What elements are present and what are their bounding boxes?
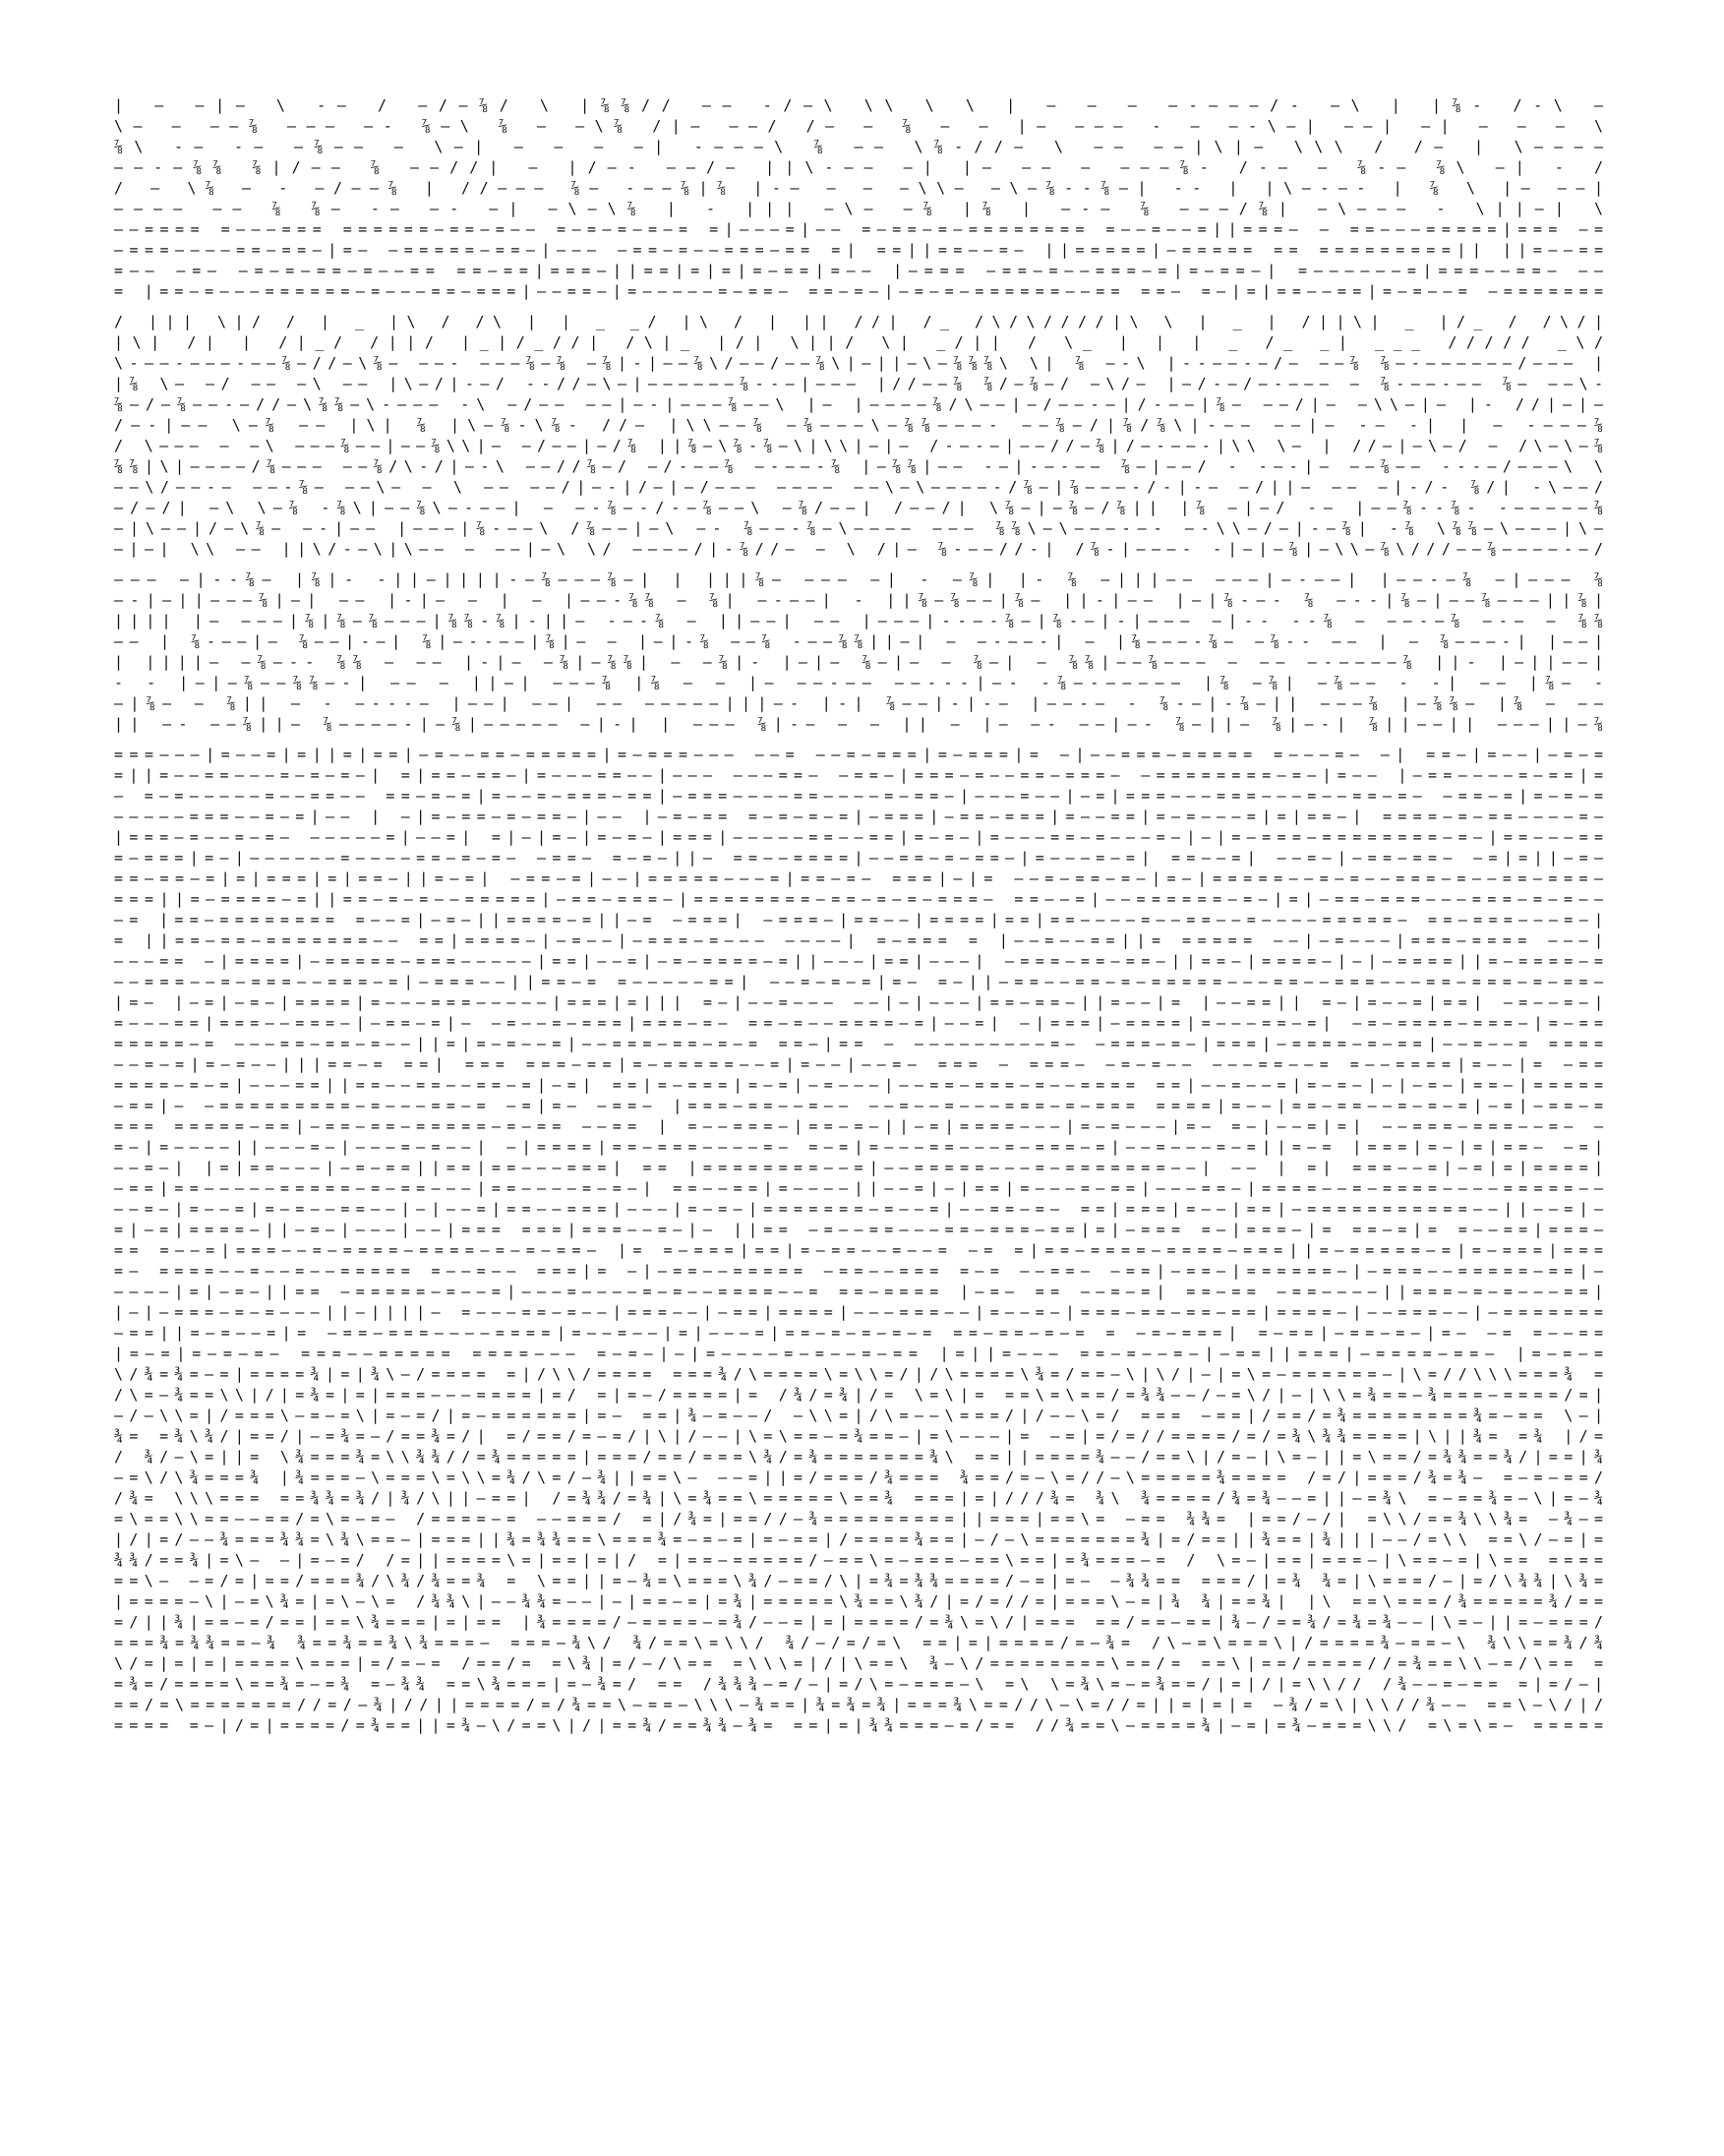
glyph-row: |||| |– –––|⅞|⅞–⅞———|⅞⅞-⅞|-||— -—-⅞ — ||——| —– |—–—|--—-⅞—|⅞-—|-|——– —|-- --⅞ — —–-—⅞ —-— — ⅞⅞ [114,612,1603,629]
glyph-row: ––-—⅞⅞ ⅞|/–— ⅞ –—//| — |/—- ——/— ||\-—— —| |– —– – ——–⅞- /-– — ⅞-– ⅞\ –| - / [114,158,1603,176]
glyph-row: =|—=|====–||—=–|–——|––|=== ===|===—–=–|— ||== –=–—==–——==—===—==|=|—=== =–|===—|= ==—=|= =–—==|===— [114,1221,1603,1238]
glyph-row: / ¾/—\=||= \¾===¾=\\¾¾//=¾=====|===/==/===\¾/=¾=======¾\ ==||====¾——/==\|/=—|\=—||=\==/=¾¾==¾/|==|¾ [114,1448,1603,1466]
glyph-row: |===—=——=—=— —————=|–—=| =|–|=—|=—=–|===|———–—==––==|=—=–|=———==—=———=—|—|=—===—========—=—|==—–—== [114,828,1603,846]
glyph-row: | ||||— —⅞–-- ⅞⅞ – —– |-|— —⅞|—⅞⅞| – –⅞|- |—|— ⅞—|— — ⅞—| — ⅞⅞|–—⅞––— — –— –-———–⅞ ||- |–||––| [114,653,1603,671]
glyph-row: | — —|— \ -– / —/–⅞/ \ |⅞⅞// —— -/—\ \\ \ \ | — — — –-———/- —\ | |⅞- /-\ — [114,96,1604,114]
glyph-row: –—=—|=——=|=—=–—==——|—|——=|==——===|—–—|=—=–|=======—=——=|—–==—=— ==|===|=——|==|—===========—–||––=|— [114,1200,1603,1218]
glyph-row: \/=|=|=|====\===|=/=—= /==/= =\¾|=/—/\== =\\\=|/|\==\ ¾—\/========\==/= ==\|==/====//=¾==\\—=/\== = [114,1654,1603,1672]
glyph-row: ==—==–=|=|===|=|==–||=—=| —==–=|——|=====–——=|==–=— ===|—|= —–=—==–=–|=—|=====—–=–=——===—=——==—===– [114,869,1603,887]
glyph-row: == =––=|===——=—====–====—=—=–==— |= =—===|==|=—==–—=—–= —= =|==—====—====—===||=—=====—=|=–===|=== [114,1241,1603,1259]
glyph-row: || –- –—⅞||— ⅞–—–—-|—⅞|———–– –|-| | ——— ⅞|-– — – || — |– –- ——|–- ⅞—||– ⅞|—-| ⅞||—–|| ———||–⅞ [114,715,1603,733]
glyph-row: ==/=\=======//=/—¾|//||====/=/¾==\—==—\\\—¾==|¾=¾=¾|===¾\==//\—\=//=||=|=|= —¾/=\|\\//¾—— ==\—\/|/ [114,1696,1603,1713]
glyph-row: —==|==—–——–=====—=–==——–|==—–—–=–=—| ==——==|=—––—||–—=|–|==|=———=—==|–––==—|====––=—====—–——=====—— [114,1179,1603,1197]
glyph-row: —–— —|--⅞— |⅞|- -||—||||-—⅞———⅞–| | |||⅞– –—— –| - —⅞| |- ⅞ —|||—– –—–|—-––| |——-–⅞ —|——– ⅞ [114,570,1603,588]
glyph-row: ===||=—====—=||==—=–=——=====|—==–===–|========—==–=–=–===— ==——=|——======—=–|=|—==—===—––===—=–=–— [114,890,1603,908]
glyph-row: —==||=–=–—=|= —==–===—–——====|=––=—–|=|———=|==–=—=—=—= ==—==—=–= = —=—===| =—==|—==–=–|=— –= =——== [114,1324,1603,1342]
glyph-row: ==\— —=/=|==/===¾/\¾/¾==¾ = \==||=—¾=\===\¾/—==/\|=¾=¾¾====/—=|=— —¾¾== ===/|=¾ ¾=|\===/—|=/\¾¾|\¾= [114,1572,1603,1589]
glyph-row: ===¾=¾¾==—¾ ¾==¾==¾\¾===— ===—¾\/ ¾/==\=\\/ ¾/—/=/=\ ==|=|====/=—¾= /\—=\===\|/====¾—==—\ ¾\\==¾/¾ [114,1634,1603,1651]
glyph-row: ¾¾/==¾|=\— —|=—=/ /=||====\=|==|=|/ =|==—=====/—==\=—===—==\==|=¾===—= / \=—|==|===—|\==—=|\== ==== [114,1551,1603,1569]
glyph-row: =——–==|===——===—|—==—=|– —=——=–===|===–=– ==—=—–====—=|—–=| —|===|–====|=——–==–=| —=–====—===–|=–== [114,1014,1603,1032]
glyph-row: / — \⅞ — - —/—–⅞ | //—–— ⅞– -——⅞|⅞ |-– – – —\\— —\—⅞--⅞—| -- | |\–-—- | ⅞ \ |— ——| [114,179,1603,197]
glyph-row: —/—/| –\ \—⅞ -⅞\|—–⅞\—-——| – —-⅞—-/-—⅞–—\ —⅞/—–| /——/| \⅞—|—⅞–/⅞|| |⅞ –|—/ -— |——⅞--⅞- -––——–⅞ [114,499,1603,516]
glyph-row: –—==== =—––=== ======—==—=–– =—=–=–=—= =|–––=|—— =—==—=—======== =–—=——=||===– — ==––—=====|=== —= [114,220,1603,238]
glyph-row: –= |==–======== =——=|—=—||====—=||–= —===| —===—|==——|====|==|==————=—–==——=–—––=====— ==–===—–—=–| [114,911,1603,928]
glyph-row: =====–= —–—==—==—=——||=|=—=——=|——===–==–=—= ==—|== – ––——–––—–=— —===—=—|===|—====—=–==|—–=–—= ==== [114,1035,1603,1052]
glyph-row: |/|=/——¾===¾¾=\¾\==—|===||¾=¾¾==\===¾=—=—=|=—==|/====¾==|—/—\=======¾|=/==||¾==|¾|||——/=\\ ==\/—=|= [114,1530,1603,1548]
glyph-row: —|\——|/—\⅞– —-|–– |———|⅞-––\ /⅞—–|—\ –- ⅞——-⅞—\———— ——— ⅞⅞\—\–——-—- –-\\–/–|-–⅞| -⅞ \⅞⅞–\———|\— [114,519,1604,537]
glyph-row: ====–=—=|———==||==——==—–==—=|–=| ==|=—===|=—=|—=––—|——==—===—=—–==== ==|——=——=|=—=—|—|—=–|==—|===== [114,1076,1603,1094]
glyph-row: =–|=——–—||———=—|—–—=–=—–| –|====|==—===——–—=– =—=|=–——==—–—=—===—=|––=———=–=||=—= |===|=–|=|==– —=| [114,1138,1603,1156]
glyph-row: —–\/——-— —–-⅞— –—\— — \ —— –—/|—-|/—|–/——— ———— ——\—\———–-/⅞–|⅞———-/-|-— —/||– —— —|-/- ⅞/| -\––/ [114,478,1603,496]
glyph-row: — =—=––———=––==–– ==—=–=|=—–=–===—==|—===–———==—–––=—==—|–——=——|—=|===—–—===———=–—==–=– —==—=|=—=–= [114,787,1603,805]
glyph-row: === =====–==|—==–==–=====–=–== ——== | =——===—|==—=—||–=|====—–—|=—=–——|=— =—|——=|=| —–===–===——=— — [114,1117,1603,1135]
glyph-row: =\==\\==——==/=\=—=— /====—= ——===/ =|/¾=|==//—¾=========||===|==\= —== ¾¾= |==/—/| =\\/==¾\\¾= —¾—= [114,1510,1603,1527]
glyph-row: –-|—||———⅞|—| —– |-|— – | – |–—-⅞⅞ – ⅞| –-–—| - ||⅞—⅞——|⅞– ||-|—— |—|⅞-–- ⅞ —--|⅞—|—–⅞–––||⅞| [114,591,1603,609]
glyph-row: = ||==—==—=======—— ==|====–|–=——|–===–=–—— ————| =–=== = |——=–—==||= ===== —–|–=—–—|===—==== –——| [114,931,1603,949]
glyph-row: –==|– —=========–=—–—==—= —=|=— —==— |===–==—–=—— ——=–—=–——===—=—=== ====|=——|==—==–—=—=—=|—=|—==—= [114,1097,1603,1114]
glyph-row: —–===–—=–===—–===–=|—===––||==–= =—–——–==| –—=—=–=|=— =–||—==—–==—=—=====—–—==—–===–——==—===—=—==— [114,973,1603,990]
glyph-row: –———|=|–=—||== –=====—=——=|——–=–———=—=––====—–= ==—==== |—=– == ——=–=| ==–== —==——–—||===—=—=———==| [114,1283,1603,1300]
glyph-row: —===—–——==—==—|=— –=====—==—|—–— —==–=——===—== =| ==||==——=– ||=====|—===== == =========|| ||=——== [114,241,1603,259]
glyph-row: /¾= \\\=== ==¾¾=¾/|¾/\||—==| /=¾¾/=¾|\=¾==\=====\==¾ ===|=|///¾= ¾\ ¾====/¾=¾——=||—=¾\ =—==¾=—\|=—¾ [114,1489,1603,1507]
glyph-row: –|⅞— — ⅞|| — - —---— |——| –—| –— –——––|||—- |-| ⅞——|-|-— |——-– - ⅞-—|-⅞–|| ———⅞ |—⅞⅞— |⅞ — –— [114,694,1603,712]
glyph-row: /\=—¾==\\|/|=¾=|=|===———====|=/ =|=—/====|= /¾/=¾|/= \=\|= ==\=\==/=¾¾——/—=\/|—|\\=¾==—¾===—====/=| [114,1386,1603,1404]
glyph-row: ⅞\ -— -— —⅞–— — \–| — — — —| -———\ ⅞ —— \⅞-//— \ —– –—|\|— \\\ / /— | \———— [114,138,1603,155]
glyph-row: / \—–— — –\ ——–⅞—–|––⅞\\|— —/——|—/⅞ ||⅞–\⅞-⅞–\|\\|—|— /-—-–|––//—⅞|/—-——-|\\ \— | //—|—\–/ — /\—\–⅞ [114,437,1603,454]
glyph-row: ————–===——=—=|–— | —|=—==—=–==—|–— |—=—== =—=—=—=|—===|—==—===|=–—==|=—=–——=|=|==–| ====—=—==—–——=— [114,808,1603,825]
glyph-row: =—===|=—|——–—––=————==—=—=— –==— =–=—||— ==——====|—–==—=—==—|=–—–=—=| ==——=| ——=–|—==—==— —=|=||—=— [114,849,1603,867]
glyph-row: /–-|–— \—⅞ —– |\| ⅞ |\—⅞-\⅞- //— |\\——⅞ —⅞——–\—⅞⅞–—–- ——⅞—/|⅞/⅞\|-—— –—|— -– -| | – -——–⅞ [114,416,1604,434]
glyph-row: |=—=|=—=—=– ===——===== ====——— =–=–|–|=–—––=—=—–=—== |=||=–—— ==—=—–=–|–==||===|—====—==– |=—=–= [114,1345,1604,1362]
glyph-row: ——–== –|====|—=====–===——–——|==|—–=|–=—====—=||–—–|==|——–| —===—==—==—||==—|====—|—|–====||=—====—= [114,952,1603,970]
glyph-row: |–|—===–=–=—–—||—||||– =——–==–=–—|===–—|–==|====|—–—===——|=—–=—|===–==—==–==|====–|——===——|–======= [114,1303,1603,1321]
glyph-row: ⅞⅞|\|————/⅞——— –—⅞/\-/|—-\ –—//⅞–/ —/-–—⅞ —-——-⅞ |—⅞⅞|—– -–|-–-—— ⅞–|——/ - -—-|— ——⅞—— ---—/—–—\ \ [114,457,1603,475]
glyph-rows [114,96,1604,1734]
glyph-row: = |==—=———======—=———==—===|——==—|=—––—–=—==— ==—=—|—=—=—======——== ==— =—|=|==——==|=—=–—= –======= [114,282,1603,300]
glyph-row: =¾=/====\==¾=—=¾ =—¾¾ ==\¾===|=—¾=/ == /¾¾¾—=/—|=/\=—===—\ =\ \=¾\=—=¾==/|=|/|=\\// /¾——=—== =|=/—| [114,1675,1603,1693]
glyph-row: |=– |–=|—=–|====|=———===——–——|===|=||| =—|——=–—— ——|—|——–|==—==—||=——|= |––==|| =—|=––=|==| —=—–=—| [114,993,1603,1011]
glyph-row: |\| /| | /|_/ /||/ |_|/_//| /\|_ |/| \||/ \| _/|| / \_ | | | _ /_ _| ___ ///// _\/ [114,333,1603,351]
glyph-row: / ||| \|/ / | _ |\ / /\ | | _ _/ |\ / | || //| /_ /\/\////|\ \ | _ | /||\| _ |/_ / /\/| [114,313,1603,330]
glyph-row: \— — ——⅞ —–— –- ⅞—\ ⅞ — —\⅞ /|– ——/ /— – ⅞ — – |— ——– - — —-\—| ——| —| — — — \ [114,117,1603,135]
glyph-row: —/—\\=|/===\—=—=\|=—=/|=—======|=— ==|¾—=——/ —\\=|/\=——\===/|/——\=/ === —==|/==/=¾========¾=—== \—| [114,1407,1603,1424]
glyph-row: |⅞ \— —/ —— —\ –— |\–/|-—/ --//–\—|———–——⅞--—|–—– |//–—⅞ ⅞/—⅞–/ —\/— |—/-–/–-—–— — ⅞-—–-—— ⅞— ——\- [114,375,1603,392]
glyph-row: ———— —— ⅞ ⅞— -— —- —| –\—\⅞ | - ||| —\– —⅞ |⅞ | –-— ⅞ ———/⅞| —\——— - \||–| \ [114,200,1603,217]
glyph-row: ⅞—/–⅞–—-–//–\⅞⅞—\-–—— -\ —/—– ––|—-|–—–⅞–—\ |— |––——⅞/\––|–/——-—|/-—–|⅞— —–/|— —\\—|— |- //|—|– [114,395,1604,413]
glyph-row: =—— —=— –=—=—==–=——== ==—==|===—||==|=|=|=—==|=–— |—=== —==—=——===—=|=—==–| =–––––—=|===——==— –— [114,262,1604,279]
glyph-row: —|–| \\ –— ||\/-–\|\—— — ——|—\ \/ –——–/|-⅞//– — \ /|– ⅞-——//-| /⅞-|–——- -|—|—⅞|—\\—⅞\///——⅞——–—-—/ [114,540,1603,558]
glyph-row: - - |—|–⅞—–⅞⅞—-| —— – ||–| –——⅞ |⅞ – — |— –—-—— ——---|—- -⅞–-——–—– |⅞ —⅞| —⅞—— - -| –– |⅞— - [114,674,1604,691]
glyph-row: –—=—=|=–=–—|||==—= ==| === ===—==|=—=====–—=|=——|––=— === — ===— —=—=—— –—–==—–= =––====|=——|= —== [114,1055,1603,1073]
glyph-row: –—=—| |=|==———|—=–==||==|==——–===| == |========—–=|—–=====——–=—=======—–| —– | =| ===–—=|—=|=|====| [114,1159,1603,1176]
glyph-row: \-–—-———-——⅞—//–\⅞— ——- ——–⅞—⅞ –⅞|-|——⅞\/–—/—–⅞\|–||—\–⅞⅞⅞\ \| ⅞ —-\ |--–—-–/– ——⅞ ⅞—-—–————/–—– | [114,354,1603,372]
glyph-row: =– ====–—=—–=——===== =–—=–— ===|= —|—==—–===== –==—–=== =—= –—==— —==|–==—|======—|—===—–=====—==|— [114,1262,1603,1280]
glyph-row: ==== =—|/=|====/=¾==||=¾—\/==\|/|==¾/==¾¾—¾= ==|=|¾¾===—=/== //¾==\—====¾|—=|=¾—===\\/ =\=\=— ===== [114,1716,1603,1734]
glyph-row: =||=——==———=—=–=—| =|==–==—|=—–—==––|—–— ——–==— —==—|===–=——==—===— —========—=—|=—— |—==———–=—==|= [114,766,1603,784]
glyph-row: =/||¾|==—=/==|==\¾===|=|== |¾====/—====—=¾/——=|=|====/=¾\=\/|=== ==/==—==|¾—/==¾/=¾=¾——|\=—||=—===/ [114,1613,1603,1631]
glyph-row: |====—\|—=\¾=|=\—\= /¾¾\|——¾¾=——|—|==—=|=¾|=====\¾==\¾/|=/=//=|===\—=|¾ ¾|==¾| |\ ==\===/¾=====¾/== [114,1592,1603,1610]
glyph-row: \/¾=¾=—=|====¾|=|¾\—/==== =|/\\/==== ===¾/\====\=\\=/|/\====\¾=/==—\|\/|—|=\=—======—|\=//\\\===¾ = [114,1365,1603,1383]
glyph-row: ¾= =¾\¾/|==/|—=¾=—/==¾=/| =/==/=—=/|\|/——|\=\==—=¾==—|=\———|= —=|=/=//====/=/=¾\¾¾====|\||¾= =¾ |/= [114,1427,1603,1445]
glyph-row: —– | ⅞-——|— ⅞——|-—| ⅞|—--—–|⅞|— — |–|-⅞ —–⅞ -——⅞⅞||—| — —-—–-| — |⅞––—-⅞— –⅞-- —— | – ⅞———-| |––| [114,632,1603,650]
glyph-row: ===––—|=–—=|=||=|==|—=——==—=====|=–===——– ——= —–=—===|=–===|= —|——===–===== =—–—=– —| ==—|=——|—=—= [114,746,1603,763]
glyph-row: —=\/\¾===¾ |¾===—\===\=\\=¾/\=/—¾||==\— ——=||=/===/¾=== ¾==/=—\=//—\=====¾==== /=/|===/¾=¾— =—=—==/ [114,1468,1603,1486]
